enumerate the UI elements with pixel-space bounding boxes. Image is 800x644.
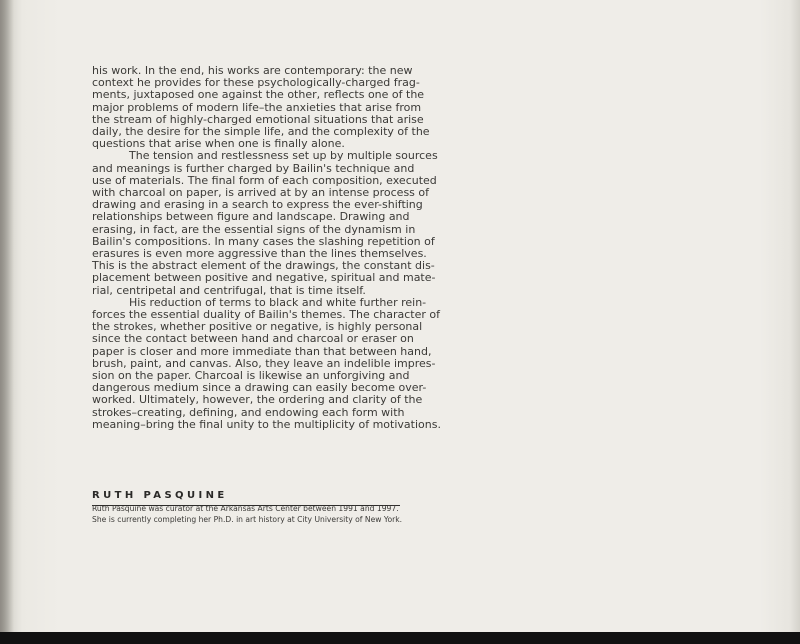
text-line: use of materials. The final form of each composition, executed <box>92 173 437 187</box>
text-line: meaning–bring the final unity to the multiplicity of motivations. <box>92 417 441 431</box>
text-line: erasing, in fact, are the essential signs of the dynamism in <box>92 222 416 236</box>
page-gutter-shadow <box>0 0 14 644</box>
text-line: context he provides for these psychologically-charged frag- <box>92 76 420 90</box>
text-line: and meanings is further charged by Bailin's technique and <box>92 161 415 175</box>
text-line: His reduction of terms to black and white further rein- <box>129 295 427 309</box>
text-line: questions that arise when one is finally alone. <box>92 137 345 151</box>
text-line: forces the essential duality of Bailin's themes. The character of <box>92 308 440 322</box>
paragraph-3 <box>92 295 441 431</box>
text-line: Bailin's compositions. In many cases the slashing repetition of <box>92 234 435 248</box>
scan-bottom-edge <box>0 632 800 644</box>
text-line: brush, paint, and canvas. Also, they leave an indelible impres- <box>92 356 436 370</box>
text-line: major problems of modern life–the anxieties that arise from <box>92 100 422 114</box>
text-line: strokes–creating, defining, and endowing each form with <box>92 405 405 419</box>
text-line: since the contact between hand and charcoal or eraser on <box>92 332 414 346</box>
text-line: the strokes, whether positive or negative, is highly personal <box>92 320 423 334</box>
paragraph-2 <box>92 149 438 297</box>
text-line: sion on the paper. Charcoal is likewise an unforgiving and <box>92 369 410 383</box>
text-line: erasures is even more aggressive than the lines themselves. <box>92 247 427 261</box>
author-name: RUTH PASQUINE <box>92 490 228 501</box>
text-line: placement between positive and negative, spiritual and mate- <box>92 271 436 285</box>
text-line: This is the abstract element of the drawings, the constant dis- <box>92 259 435 273</box>
essay-text <box>92 64 441 431</box>
text-line: the stream of highly-charged emotional situations that arise <box>92 112 424 126</box>
text-line: worked. Ultimately, however, the ordering and clarity of the <box>92 393 423 407</box>
text-line: with charcoal on paper, is arrived at by an intense process of <box>92 186 430 200</box>
bio-line: Ruth Pasquine was curator at the Arkansas Arts Center between 1991 and 1997. <box>92 504 399 513</box>
author-bio <box>92 503 412 525</box>
text-line: relationships between figure and landscape. Drawing and <box>92 210 410 224</box>
paragraph-1 <box>92 64 430 151</box>
text-line: rial, centripetal and centrifugal, that is time itself. <box>92 283 366 297</box>
text-line: drawing and erasing in a search to express the ever-shifting <box>92 198 423 212</box>
text-line: paper is closer and more immediate than that between hand, <box>92 344 432 358</box>
text-line: ments, juxtaposed one against the other, reflects one of the <box>92 88 425 102</box>
text-line: his work. In the end, his works are contemporary: the new <box>92 64 413 77</box>
text-line: dangerous medium since a drawing can easily become over- <box>92 381 427 395</box>
text-line: The tension and restlessness set up by multiple sources <box>129 149 438 163</box>
bio-line: She is currently completing her Ph.D. in art history at City University of New York. <box>92 515 403 524</box>
text-line: daily, the desire for the simple life, and the complexity of the <box>92 125 430 139</box>
